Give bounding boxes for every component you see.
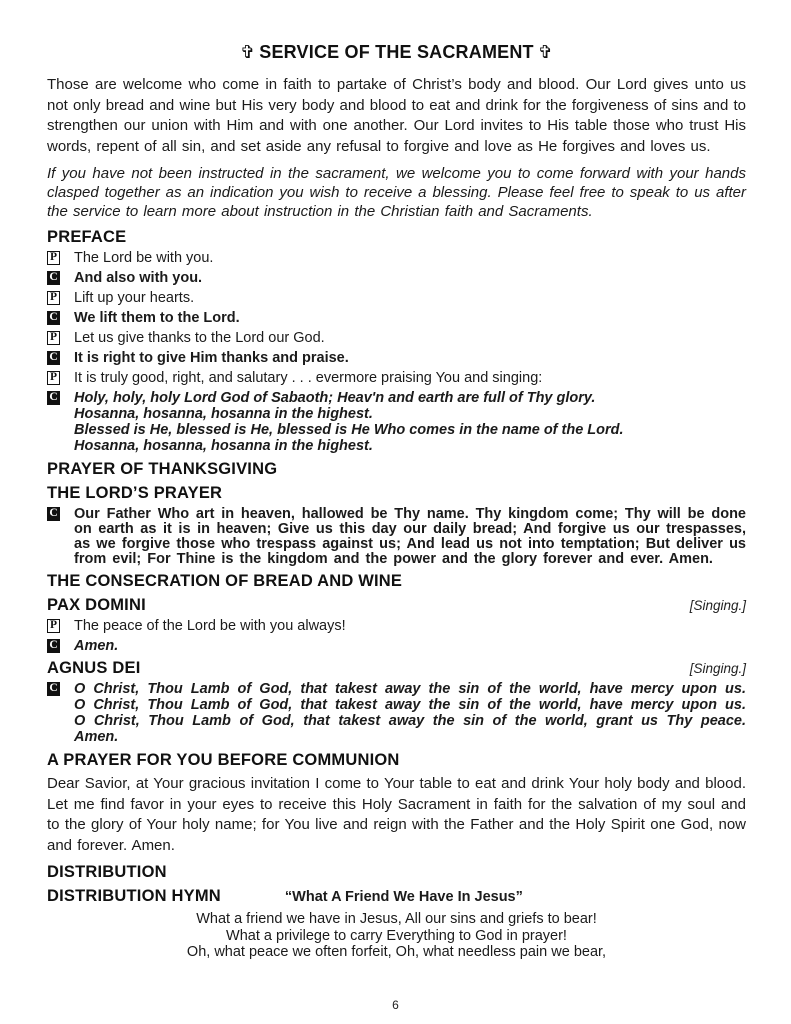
- pastor-marker-icon: P: [47, 251, 60, 265]
- section-heading-lords-prayer: THE LORD’S PRAYER: [47, 484, 223, 502]
- liturgy-line: [47, 271, 746, 286]
- hymn-verse-line: What a privilege to carry Everything to God in prayer!: [226, 927, 567, 944]
- agnus-dei-text: [74, 682, 746, 746]
- section-heading-pax-domini: PAX DOMINI: [47, 596, 146, 614]
- section-heading-distribution: DISTRIBUTION: [47, 863, 167, 881]
- hymn-verse: [47, 911, 746, 961]
- liturgy-text: Amen.: [74, 638, 119, 654]
- section-heading-agnus-dei: AGNUS DEI: [47, 659, 141, 677]
- page-title: [47, 42, 746, 63]
- singing-annotation: [Singing.]: [689, 661, 746, 676]
- liturgy-line: [47, 311, 746, 326]
- section-heading-thanksgiving: PRAYER OF THANKSGIVING: [47, 460, 278, 478]
- singing-annotation: [Singing.]: [689, 598, 746, 613]
- liturgy-line: [47, 331, 746, 346]
- agnus-dei-block: [47, 682, 746, 746]
- liturgy-text: It is truly good, right, and salutary . . . evermore praising You and singing:: [74, 370, 543, 386]
- sanctus-line: Holy, holy, holy Lord God of Sabaoth; Heav'n and earth are full of Thy glory.: [74, 390, 596, 406]
- liturgy-text: The Lord be with you.: [74, 250, 214, 266]
- blessing-instruction-paragraph: If you have not been instructed in the sacrament, we welcome you to come forward with your hands clasped together as an indication you wish to receive a blessing. Please feel free to speak to us after the service to learn more about instruction in the Christian faith and Sacraments.: [47, 165, 746, 220]
- latin-cross-icon: ✞: [537, 42, 554, 62]
- agnus-dei-line: O Christ, Thou Lamb of God, that takest away the sin of the world, have mercy upon us.: [74, 681, 746, 697]
- hymn-verse-line: Oh, what peace we often forfeit, Oh, what needless pain we bear,: [186, 944, 607, 960]
- liturgy-line: [47, 371, 746, 386]
- pax-domini-heading-row: [47, 596, 746, 615]
- liturgy-line: [47, 251, 746, 266]
- latin-cross-icon: ✞: [239, 42, 256, 62]
- liturgy-text: Let us give thanks to the Lord our God.: [74, 330, 325, 346]
- congregation-marker-icon: C: [47, 351, 60, 365]
- liturgy-text: And also with you.: [74, 270, 203, 286]
- agnus-dei-line: O Christ, Thou Lamb of God, that takest away the sin of the world, grant us Thy peace.: [74, 713, 746, 729]
- congregation-marker-icon: C: [47, 311, 60, 325]
- liturgy-line: [47, 639, 746, 654]
- congregation-marker-icon: C: [47, 682, 60, 696]
- communion-welcome-paragraph: Those are welcome who come in faith to partake of Christ’s body and blood. Our Lord gives unto us not only bread and wine but His very body and blood to eat and drink for the forgiveness of sins and to strengthen our union with Him and with one another. Our Lord invites to His table those who trust His words, repent of all sin, and set aside any refusal to forgive and love as He forgives and loves us.: [47, 76, 746, 155]
- sanctus-line: Hosanna, hosanna, hosanna in the highest.: [74, 438, 373, 454]
- hymn-verse-line: What a friend we have in Jesus, All our sins and griefs to bear!: [196, 911, 597, 927]
- page-number: 6: [392, 998, 399, 1012]
- sanctus-line: Hosanna, hosanna, hosanna in the highest.: [74, 406, 373, 422]
- section-heading-communion-prayer: A PRAYER FOR YOU BEFORE COMMUNION: [47, 751, 400, 769]
- section-heading-consecration: THE CONSECRATION OF BREAD AND WINE: [47, 572, 403, 590]
- section-heading-preface: PREFACE: [47, 228, 127, 246]
- communion-prayer-paragraph: Dear Savior, at Your gracious invitation I come to Your table to eat and drink Your holy body and blood. Let me find favor in your eyes to receive this Holy Sacrament in faith for the salvation of my soul and to the glory of Your holy name; for You live and reign with the Father and the Holy Spirit one God, now and forever. Amen.: [47, 775, 746, 854]
- lords-prayer-text: Our Father Who art in heaven, hallowed be Thy name. Thy kingdom come; Thy will be done on earth as it is in heaven; Give us this day our daily bread; And forgive us our trespasses, as we forgive those who trespass against us; And lead us not into temptation; But deliver us from evil; For Thine is the kingdom and the power and the glory forever and ever. Amen.: [74, 506, 746, 567]
- liturgy-text: The peace of the Lord be with you always!: [74, 618, 346, 634]
- liturgy-line: [47, 291, 746, 306]
- pastor-marker-icon: P: [47, 619, 60, 633]
- congregation-marker-icon: C: [47, 271, 60, 285]
- hymn-title: “What A Friend We Have In Jesus”: [284, 889, 523, 905]
- congregation-marker-icon: C: [47, 639, 60, 653]
- page-title-text: SERVICE OF THE SACRAMENT: [259, 42, 534, 62]
- sanctus-block: [47, 391, 746, 455]
- liturgy-text: It is right to give Him thanks and praise.: [74, 350, 349, 366]
- liturgy-text: Lift up your hearts.: [74, 290, 195, 306]
- liturgy-line: [47, 351, 746, 366]
- agnus-dei-line: O Christ, Thou Lamb of God, that takest away the sin of the world, have mercy upon us.: [74, 697, 746, 713]
- sanctus-line: Blessed is He, blessed is He, blessed is He Who comes in the name of the Lord.: [74, 422, 624, 438]
- sanctus-text: [74, 391, 746, 455]
- agnus-dei-line: Amen.: [74, 729, 119, 745]
- pastor-marker-icon: P: [47, 331, 60, 345]
- congregation-marker-icon: C: [47, 391, 60, 405]
- agnus-dei-heading-row: [47, 659, 746, 678]
- liturgy-line: [47, 619, 746, 634]
- section-heading-distribution-hymn: DISTRIBUTION HYMN: [47, 887, 221, 905]
- distribution-hymn-heading-row: [47, 887, 746, 906]
- pastor-marker-icon: P: [47, 291, 60, 305]
- lords-prayer-block: [47, 507, 746, 567]
- pastor-marker-icon: P: [47, 371, 60, 385]
- liturgy-text: We lift them to the Lord.: [74, 310, 240, 326]
- congregation-marker-icon: C: [47, 507, 60, 521]
